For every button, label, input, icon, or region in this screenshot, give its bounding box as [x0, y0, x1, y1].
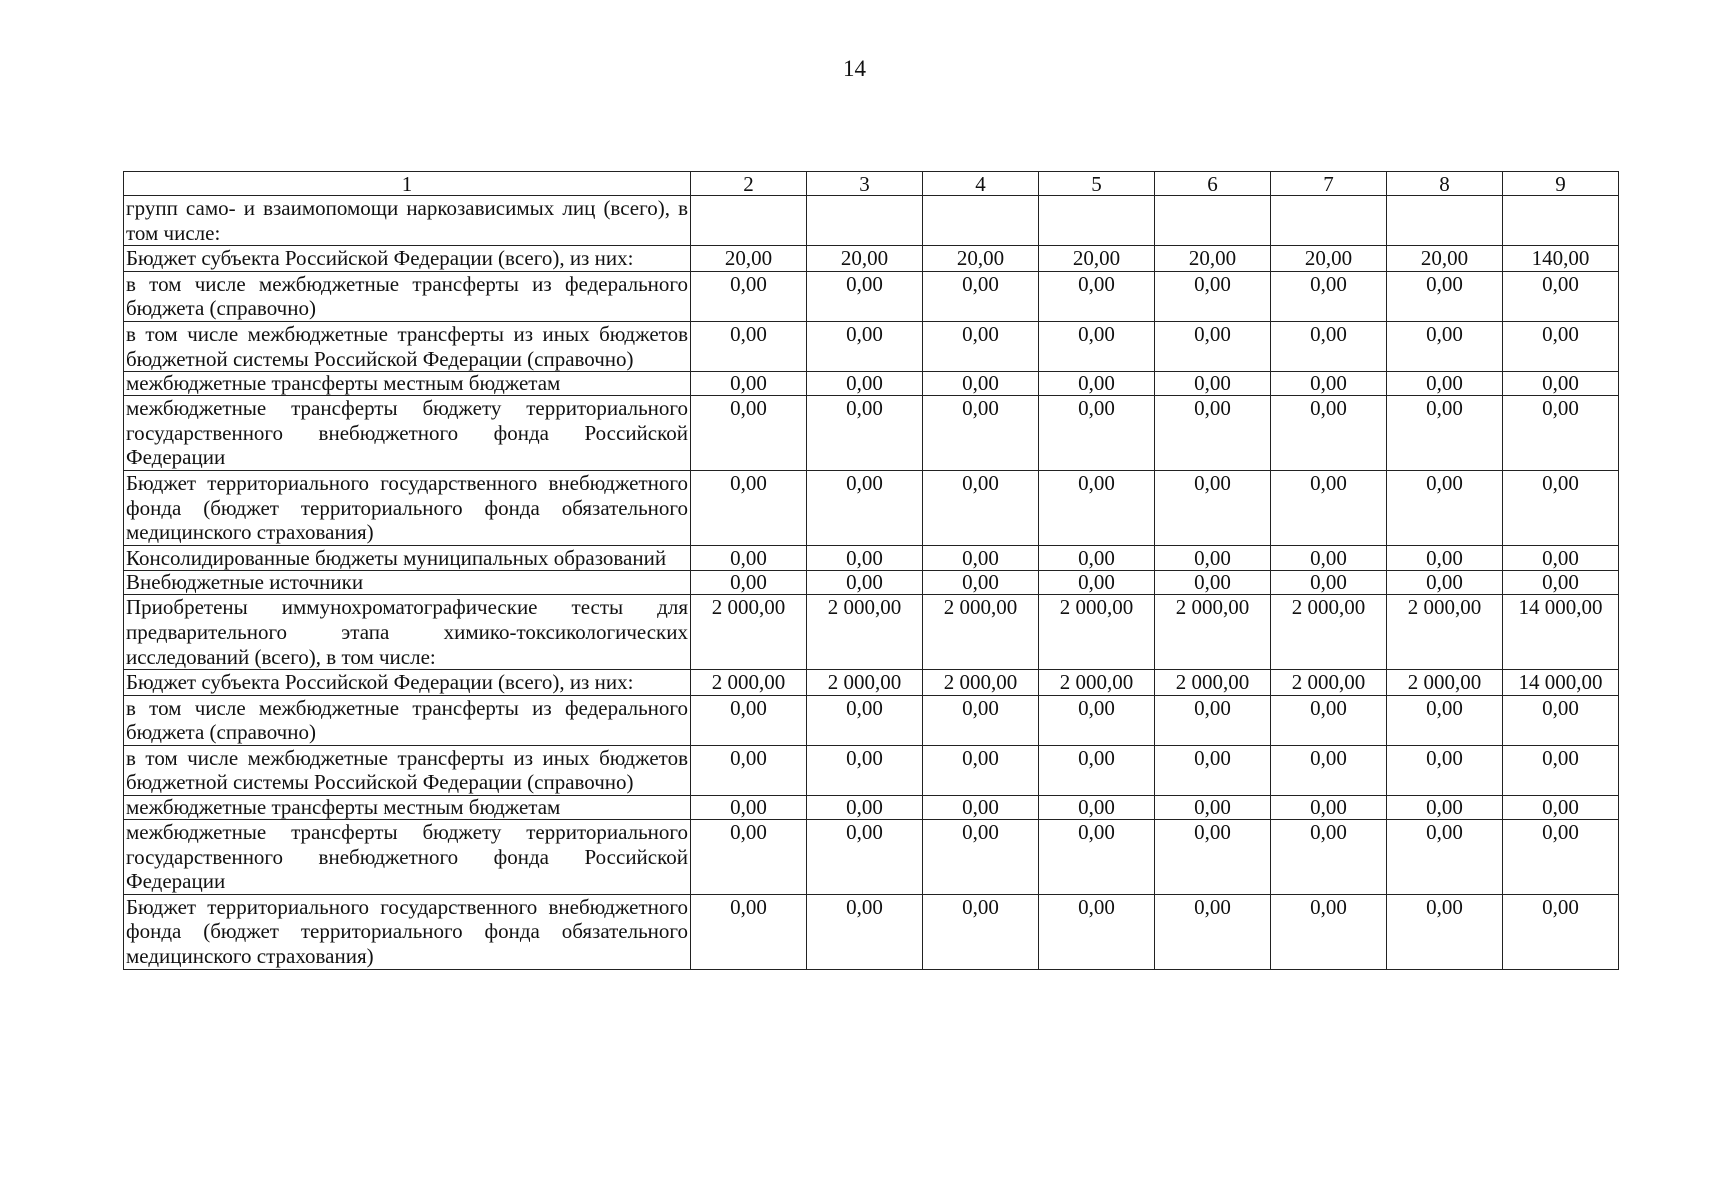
table-row	[124, 321, 1619, 371]
column-header-3: 3	[807, 172, 923, 196]
value-cell: 2 000,00	[923, 595, 1039, 670]
value-cell: 0,00	[923, 695, 1039, 745]
value-cell: 0,00	[1387, 396, 1503, 471]
value-cell: 0,00	[807, 271, 923, 321]
value-cell: 0,00	[1503, 695, 1619, 745]
value-cell: 2 000,00	[1387, 670, 1503, 696]
row-label: межбюджетные трансферты местным бюджетам	[124, 372, 691, 396]
value-cell: 0,00	[1039, 571, 1155, 595]
value-cell: 0,00	[1039, 372, 1155, 396]
value-cell: 0,00	[1387, 271, 1503, 321]
value-cell: 0,00	[1155, 545, 1271, 571]
value-cell: 0,00	[1387, 894, 1503, 969]
row-label: Бюджет субъекта Российской Федерации (всего), из них:	[124, 246, 691, 272]
row-label: в том числе межбюджетные трансферты из иных бюджетов бюджетной системы Российской Федерации (справочно)	[124, 745, 691, 795]
row-label: групп само- и взаимопомощи наркозависимых лиц (всего), в том числе:	[124, 196, 691, 246]
value-cell: 0,00	[1155, 894, 1271, 969]
column-header-9: 9	[1503, 172, 1619, 196]
row-label: Бюджет территориального государственного внебюджетного фонда (бюджет территориального фонда обязательного медицинского страхования)	[124, 470, 691, 545]
value-cell: 0,00	[923, 372, 1039, 396]
value-cell: 0,00	[1387, 470, 1503, 545]
value-cell	[1271, 196, 1387, 246]
value-cell: 20,00	[1271, 246, 1387, 272]
table-row	[124, 820, 1619, 895]
table-row	[124, 571, 1619, 595]
page-number: 14	[843, 56, 866, 81]
value-cell: 20,00	[1387, 246, 1503, 272]
value-cell: 0,00	[1039, 321, 1155, 371]
value-cell: 0,00	[1155, 820, 1271, 895]
row-label: Внебюджетные источники	[124, 571, 691, 595]
value-cell: 0,00	[1155, 271, 1271, 321]
row-label: межбюджетные трансферты местным бюджетам	[124, 796, 691, 820]
table-row	[124, 246, 1619, 272]
value-cell	[1039, 196, 1155, 246]
value-cell: 0,00	[807, 321, 923, 371]
column-header-4: 4	[923, 172, 1039, 196]
value-cell: 0,00	[1155, 321, 1271, 371]
value-cell: 2 000,00	[807, 595, 923, 670]
value-cell: 0,00	[1039, 796, 1155, 820]
value-cell: 0,00	[1387, 745, 1503, 795]
value-cell: 0,00	[1503, 796, 1619, 820]
value-cell: 0,00	[1503, 571, 1619, 595]
value-cell: 0,00	[807, 545, 923, 571]
table-row	[124, 745, 1619, 795]
row-label: в том числе межбюджетные трансферты из федерального бюджета (справочно)	[124, 695, 691, 745]
table-row	[124, 595, 1619, 670]
value-cell: 0,00	[1155, 372, 1271, 396]
value-cell: 0,00	[923, 470, 1039, 545]
value-cell: 0,00	[691, 894, 807, 969]
value-cell: 0,00	[1271, 396, 1387, 471]
value-cell: 0,00	[1039, 745, 1155, 795]
row-label: Приобретены иммунохроматографические тесты для предварительного этапа химико-токсикологических исследований (всего), в том числе:	[124, 595, 691, 670]
value-cell: 0,00	[1503, 396, 1619, 471]
value-cell	[691, 196, 807, 246]
value-cell: 0,00	[923, 271, 1039, 321]
value-cell: 0,00	[807, 695, 923, 745]
value-cell: 2 000,00	[691, 595, 807, 670]
value-cell: 0,00	[1387, 545, 1503, 571]
table-row	[124, 396, 1619, 471]
value-cell: 14 000,00	[1503, 670, 1619, 696]
table-row	[124, 796, 1619, 820]
column-header-5: 5	[1039, 172, 1155, 196]
value-cell: 0,00	[691, 321, 807, 371]
value-cell: 2 000,00	[1271, 670, 1387, 696]
value-cell: 0,00	[923, 796, 1039, 820]
value-cell: 2 000,00	[923, 670, 1039, 696]
value-cell: 0,00	[691, 545, 807, 571]
value-cell: 0,00	[807, 396, 923, 471]
table-row	[124, 695, 1619, 745]
row-label: Бюджет субъекта Российской Федерации (всего), из них:	[124, 670, 691, 696]
value-cell: 140,00	[1503, 246, 1619, 272]
value-cell: 0,00	[1155, 571, 1271, 595]
value-cell: 0,00	[807, 571, 923, 595]
column-header-7: 7	[1271, 172, 1387, 196]
value-cell: 0,00	[1503, 745, 1619, 795]
value-cell: 0,00	[1039, 695, 1155, 745]
value-cell: 0,00	[1387, 571, 1503, 595]
value-cell: 0,00	[807, 372, 923, 396]
value-cell: 0,00	[1039, 545, 1155, 571]
value-cell: 2 000,00	[1155, 595, 1271, 670]
value-cell: 0,00	[923, 396, 1039, 471]
value-cell: 0,00	[1039, 820, 1155, 895]
value-cell: 0,00	[1271, 470, 1387, 545]
table-row	[124, 271, 1619, 321]
value-cell: 2 000,00	[1039, 670, 1155, 696]
value-cell: 0,00	[691, 745, 807, 795]
value-cell	[807, 196, 923, 246]
value-cell: 0,00	[691, 271, 807, 321]
table-body	[124, 172, 1619, 970]
value-cell: 0,00	[1271, 745, 1387, 795]
value-cell: 0,00	[1387, 796, 1503, 820]
value-cell: 0,00	[1039, 894, 1155, 969]
value-cell: 0,00	[1039, 271, 1155, 321]
value-cell: 20,00	[691, 246, 807, 272]
table-row	[124, 894, 1619, 969]
row-label: в том числе межбюджетные трансферты из федерального бюджета (справочно)	[124, 271, 691, 321]
value-cell: 0,00	[1503, 545, 1619, 571]
value-cell: 0,00	[1387, 820, 1503, 895]
value-cell: 0,00	[807, 820, 923, 895]
column-header-2: 2	[691, 172, 807, 196]
value-cell: 0,00	[923, 894, 1039, 969]
value-cell: 0,00	[1155, 745, 1271, 795]
row-label: в том числе межбюджетные трансферты из иных бюджетов бюджетной системы Российской Федерации (справочно)	[124, 321, 691, 371]
value-cell: 2 000,00	[807, 670, 923, 696]
column-header-1: 1	[124, 172, 691, 196]
value-cell: 0,00	[691, 372, 807, 396]
value-cell: 0,00	[691, 396, 807, 471]
value-cell: 0,00	[691, 820, 807, 895]
value-cell: 20,00	[923, 246, 1039, 272]
value-cell: 0,00	[1271, 271, 1387, 321]
budget-table	[123, 171, 1619, 970]
value-cell: 0,00	[1271, 545, 1387, 571]
value-cell: 20,00	[1155, 246, 1271, 272]
table-row	[124, 670, 1619, 696]
value-cell: 0,00	[807, 470, 923, 545]
value-cell: 0,00	[923, 745, 1039, 795]
value-cell	[923, 196, 1039, 246]
value-cell: 20,00	[1039, 246, 1155, 272]
value-cell: 2 000,00	[1387, 595, 1503, 670]
table-row	[124, 470, 1619, 545]
value-cell: 0,00	[691, 571, 807, 595]
value-cell: 2 000,00	[1155, 670, 1271, 696]
value-cell: 0,00	[1271, 695, 1387, 745]
value-cell: 0,00	[1155, 796, 1271, 820]
value-cell: 0,00	[923, 571, 1039, 595]
value-cell: 0,00	[1503, 470, 1619, 545]
value-cell: 0,00	[691, 470, 807, 545]
value-cell: 0,00	[1271, 372, 1387, 396]
row-label: Консолидированные бюджеты муниципальных образований	[124, 545, 691, 571]
value-cell: 0,00	[1503, 271, 1619, 321]
value-cell: 2 000,00	[1271, 595, 1387, 670]
row-label: Бюджет территориального государственного внебюджетного фонда (бюджет территориального фонда обязательного медицинского страхования)	[124, 894, 691, 969]
value-cell: 0,00	[1155, 470, 1271, 545]
value-cell: 0,00	[923, 321, 1039, 371]
table-row	[124, 545, 1619, 571]
value-cell: 0,00	[1271, 894, 1387, 969]
value-cell: 0,00	[1271, 321, 1387, 371]
value-cell: 14 000,00	[1503, 595, 1619, 670]
value-cell: 0,00	[1271, 796, 1387, 820]
table-row	[124, 196, 1619, 246]
value-cell: 0,00	[807, 796, 923, 820]
value-cell: 0,00	[923, 820, 1039, 895]
value-cell: 0,00	[691, 695, 807, 745]
value-cell: 0,00	[1387, 372, 1503, 396]
value-cell: 2 000,00	[1039, 595, 1155, 670]
value-cell: 0,00	[1039, 470, 1155, 545]
value-cell: 0,00	[807, 894, 923, 969]
value-cell: 0,00	[1503, 894, 1619, 969]
value-cell: 0,00	[1271, 571, 1387, 595]
column-header-6: 6	[1155, 172, 1271, 196]
value-cell: 2 000,00	[691, 670, 807, 696]
value-cell: 0,00	[1503, 321, 1619, 371]
row-label: межбюджетные трансферты бюджету территориального государственного внебюджетного фонда Российской Федерации	[124, 396, 691, 471]
value-cell	[1155, 196, 1271, 246]
value-cell	[1503, 196, 1619, 246]
value-cell: 20,00	[807, 246, 923, 272]
value-cell: 0,00	[1503, 372, 1619, 396]
value-cell	[1387, 196, 1503, 246]
value-cell: 0,00	[807, 745, 923, 795]
value-cell: 0,00	[1387, 695, 1503, 745]
value-cell: 0,00	[1155, 695, 1271, 745]
value-cell: 0,00	[1039, 396, 1155, 471]
value-cell: 0,00	[923, 545, 1039, 571]
value-cell: 0,00	[1387, 321, 1503, 371]
table-row	[124, 372, 1619, 396]
value-cell: 0,00	[1503, 820, 1619, 895]
value-cell: 0,00	[1271, 820, 1387, 895]
value-cell: 0,00	[691, 796, 807, 820]
value-cell: 0,00	[1155, 396, 1271, 471]
column-header-8: 8	[1387, 172, 1503, 196]
header-row	[124, 172, 1619, 196]
row-label: межбюджетные трансферты бюджету территориального государственного внебюджетного фонда Российской Федерации	[124, 820, 691, 895]
